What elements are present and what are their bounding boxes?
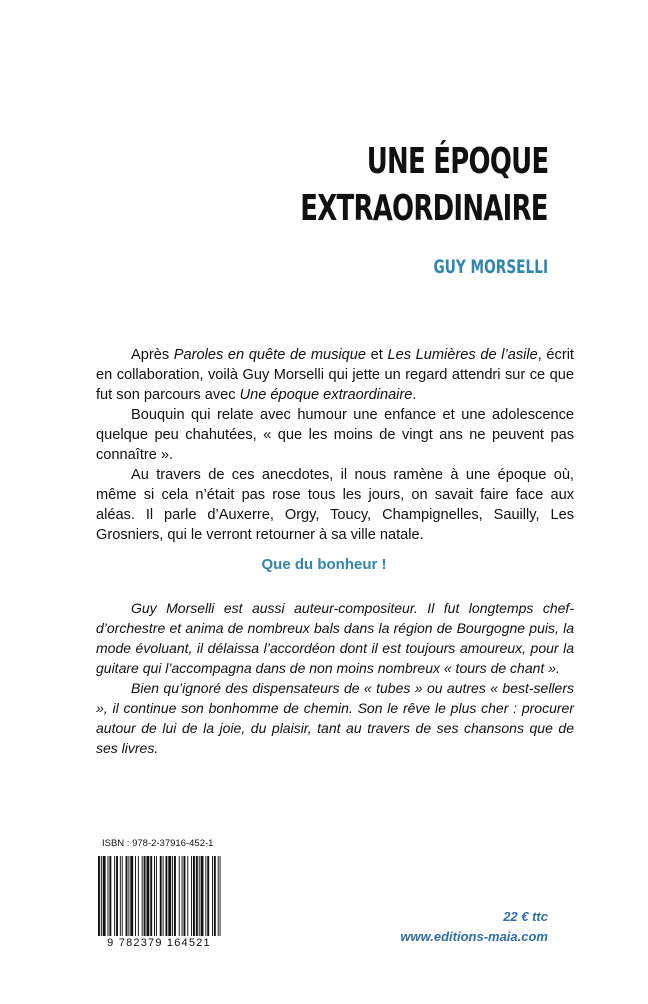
barcode-bar — [220, 856, 221, 936]
book-title-line-1: UNE ÉPOQUE — [366, 141, 548, 182]
barcode-bar — [144, 856, 146, 936]
barcode-bar — [184, 856, 186, 936]
blurb-text: et — [366, 347, 388, 363]
blurb-paragraph-2: Bouquin qui relate avec humour une enfance et une adolescence quelque peu chahutées, « que les moins de vingt ans ne peuvent pas connaître ». — [96, 407, 574, 463]
barcode-bar — [138, 856, 139, 936]
bio-paragraph-2: Bien qu’ignoré des dispensateurs de « tubes » ou autres « best-sellers », il continue son bonhomme de chemin. Son le rêve le plus cher : procurer autour de lui de la joie, du plaisir, tant au travers de ses chansons que de ses livres. — [96, 680, 574, 756]
barcode-bar — [172, 856, 173, 936]
isbn: ISBN : 978-2-37916-452-1 — [102, 838, 214, 849]
barcode — [96, 856, 222, 936]
publisher-website: www.editions-maia.com — [400, 929, 548, 944]
barcode-bar — [218, 856, 219, 936]
blurb-text: , écrit en collaboration, voilà Guy Morselli qui jette un regard attendri sur ce que fut son parcours avec — [96, 347, 574, 403]
barcode-bar — [126, 856, 128, 936]
book-reference: Paroles en quête de musique — [173, 347, 367, 363]
barcode-bar — [163, 856, 164, 936]
barcode-bar — [179, 856, 180, 936]
blurb-paragraph-1 — [96, 345, 574, 405]
barcode-bar — [205, 856, 206, 936]
blurb-text: Après — [131, 347, 174, 363]
barcode-bar — [187, 856, 188, 936]
author-name: GUY MORSELLI — [433, 256, 548, 278]
barcode-bar — [109, 856, 111, 936]
blurb-text: . — [412, 387, 417, 403]
barcode-bar — [182, 856, 183, 936]
barcode-bar — [103, 856, 106, 936]
author-bio — [96, 598, 574, 758]
barcode-bar — [108, 856, 109, 936]
book-reference: Les Lumières de l’asile — [387, 347, 538, 363]
barcode-bar — [207, 856, 209, 936]
barcode-bar — [199, 856, 200, 936]
barcode-bar — [135, 856, 136, 936]
barcode-bar — [212, 856, 213, 936]
barcode-bar — [193, 856, 195, 936]
barcode-digits: 9 782379 164521 — [107, 937, 211, 949]
barcode-bar — [146, 856, 149, 936]
barcode-bar — [165, 856, 167, 936]
barcode-bar — [128, 856, 129, 936]
barcode-bar — [201, 856, 204, 936]
barcode-bar — [168, 856, 171, 936]
slogan: Que du bonheur ! — [261, 556, 387, 573]
price: 22 € ttc — [503, 909, 548, 924]
barcode-bar — [191, 856, 192, 936]
barcode-bar — [160, 856, 162, 936]
book-title-line-2: EXTRAORDINAIRE — [300, 188, 548, 229]
barcode-bar — [114, 856, 115, 936]
barcode-bar — [196, 856, 198, 936]
blurb — [96, 345, 574, 545]
barcode-bar — [130, 856, 133, 936]
barcode-bar — [154, 856, 155, 936]
barcode-bar — [122, 856, 123, 936]
barcode-bar — [174, 856, 176, 936]
barcode-bar — [214, 856, 216, 936]
barcode-bar — [142, 856, 143, 936]
barcode-bar — [156, 856, 157, 936]
blurb-paragraph-3: Au travers de ces anecdotes, il nous ramène à une époque où, même si cela n’était pas rose tous les jours, on savait faire face aux aléas. Il parle d’Auxerre, Orgy, Toucy, Champignelles, Sauilly, Les Grosniers, qui le verront retourner à sa ville natale. — [96, 467, 574, 543]
barcode-bar — [120, 856, 121, 936]
barcode-bar — [101, 856, 102, 936]
barcode-bar — [116, 856, 118, 936]
book-reference: Une époque extraordinaire — [239, 387, 413, 403]
barcode-bar — [150, 856, 152, 936]
bio-paragraph-1: Guy Morselli est aussi auteur-compositeur. Il fut longtemps chef-d’orchestre et anima de nombreux bals dans la région de Bourgogne puis, la mode évoluant, il délaissa l’accordéon dont il est toujours amoureux, pour la guitare qui l’accompagna dans de non moins nombreux « tours de chant ». — [96, 600, 574, 676]
barcode-bar — [98, 856, 100, 936]
